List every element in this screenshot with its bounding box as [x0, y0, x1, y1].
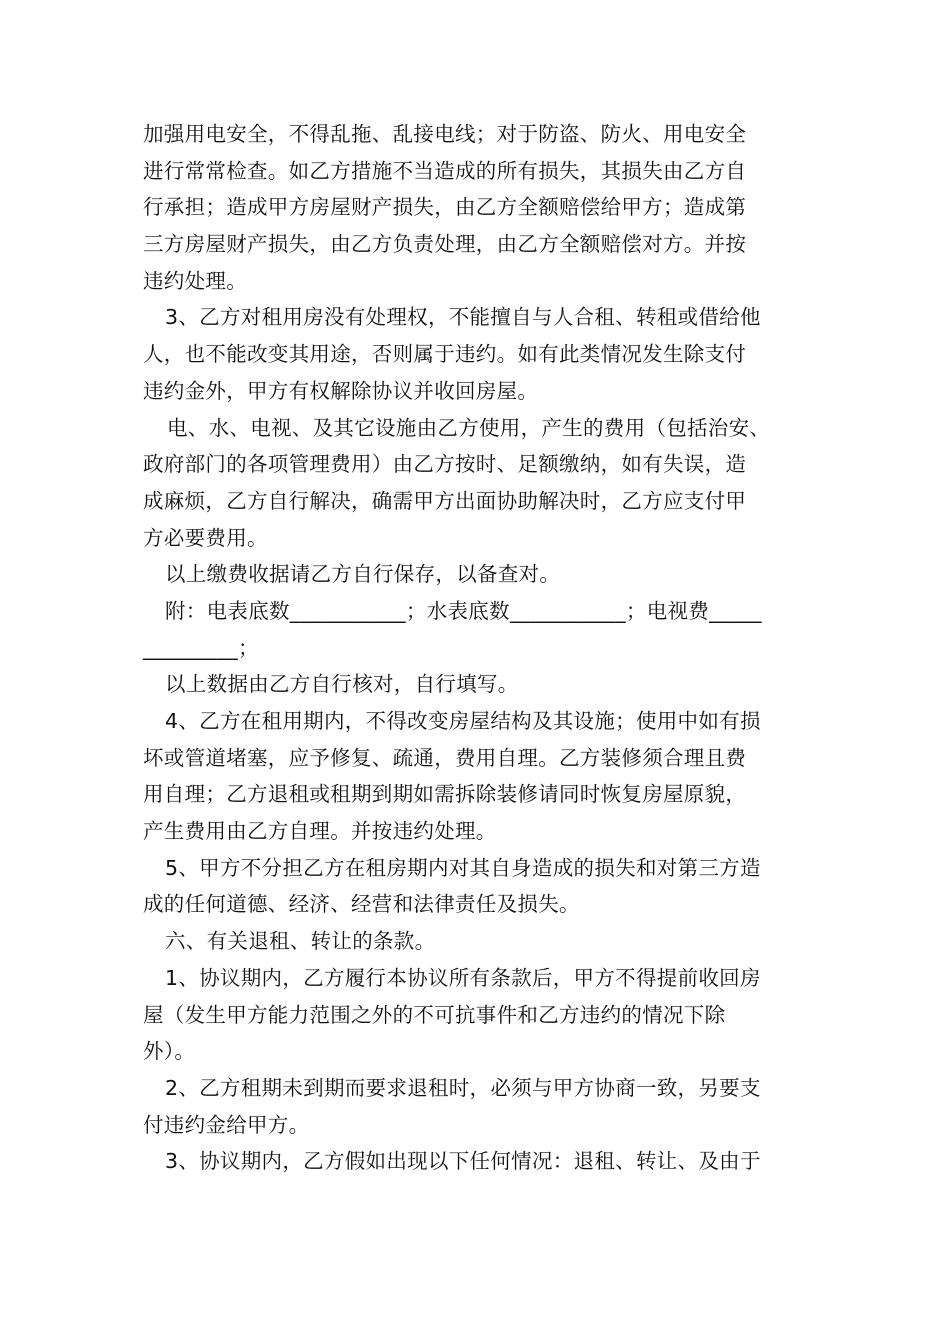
- text-line: 产生费用由乙方自理。并按违约处理。: [143, 819, 497, 844]
- text-line: 坏或管道堵塞，应予修复、疏通，费用自理。乙方装修须合理且费: [143, 745, 747, 770]
- text-line: 方必要费用。: [143, 525, 268, 550]
- self-check-note-line: 以上数据由乙方自行核对，自行填写。: [165, 672, 519, 697]
- text-line: 屋（发生甲方能力范围之外的不可抗事件和乙方违约的情况下除: [143, 1002, 726, 1027]
- text-line: 行承担；造成甲方房屋财产损失，由乙方全额赔偿给甲方；造成第: [143, 195, 747, 220]
- text-line: 进行常常检查。如乙方措施不当造成的所有损失，其损失由乙方自: [143, 158, 747, 183]
- receipt-note-line: 以上缴费收据请乙方自行保存，以备查对。: [165, 562, 561, 587]
- clause-5-line: 5、甲方不分担乙方在租房期内对其自身造成的损失和对第三方造: [165, 855, 761, 880]
- meter-readings-line: 附：电表底数___________；水表底数___________；电视费_____: [165, 598, 762, 623]
- clause-3-line: 3、乙方对租用房没有处理权，不能擅自与人合租、转租或借给他: [165, 305, 761, 330]
- section-6-clause-2-line: 2、乙方租期未到期而要求退租时，必须与甲方协商一致，另要支: [165, 1075, 761, 1100]
- text-line: 违约处理。: [143, 268, 247, 293]
- text-line: 外）。: [143, 1039, 196, 1064]
- text-line: 三方房屋财产损失，由乙方负责处理，由乙方全额赔偿对方。并按: [143, 232, 747, 257]
- text-line: 成麻烦，乙方自行解决，确需甲方出面协助解决时，乙方应支付甲: [143, 488, 747, 513]
- text-line: 成的任何道德、经济、经营和法律责任及损失。: [143, 892, 580, 917]
- clause-4-line: 4、乙方在租用期内，不得改变房屋结构及其设施；使用中如有损: [165, 709, 761, 733]
- text-line: 人，也不能改变其用途，否则属于违约。如有此类情况发生除支付: [143, 342, 747, 367]
- meter-readings-continuation: _________；: [143, 635, 259, 660]
- contract-text-body: [143, 116, 813, 1180]
- section-6-heading: 六、有关退租、转让的条款。: [165, 929, 436, 954]
- text-line: 付违约金给甲方。: [143, 1112, 310, 1137]
- utilities-paragraph-line: 电、水、电视、及其它设施由乙方使用，产生的费用（包括治安、: [167, 415, 771, 440]
- text-line: 用自理；乙方退租或租期到期如需拆除装修请同时恢复房屋原貌，: [143, 782, 747, 807]
- text-line: 政府部门的各项管理费用）由乙方按时、足额缴纳，如有失误，造: [143, 452, 747, 477]
- text-line: 违约金外，甲方有权解除协议并收回房屋。: [143, 378, 539, 403]
- section-6-clause-1-line: 1、协议期内，乙方履行本协议所有条款后，甲方不得提前收回房: [165, 965, 761, 990]
- text-line: 加强用电安全，不得乱拖、乱接电线；对于防盗、防火、用电安全: [143, 122, 747, 146]
- section-6-clause-3-line: 3、协议期内，乙方假如出现以下任何情况：退租、转让、及由于: [165, 1149, 761, 1174]
